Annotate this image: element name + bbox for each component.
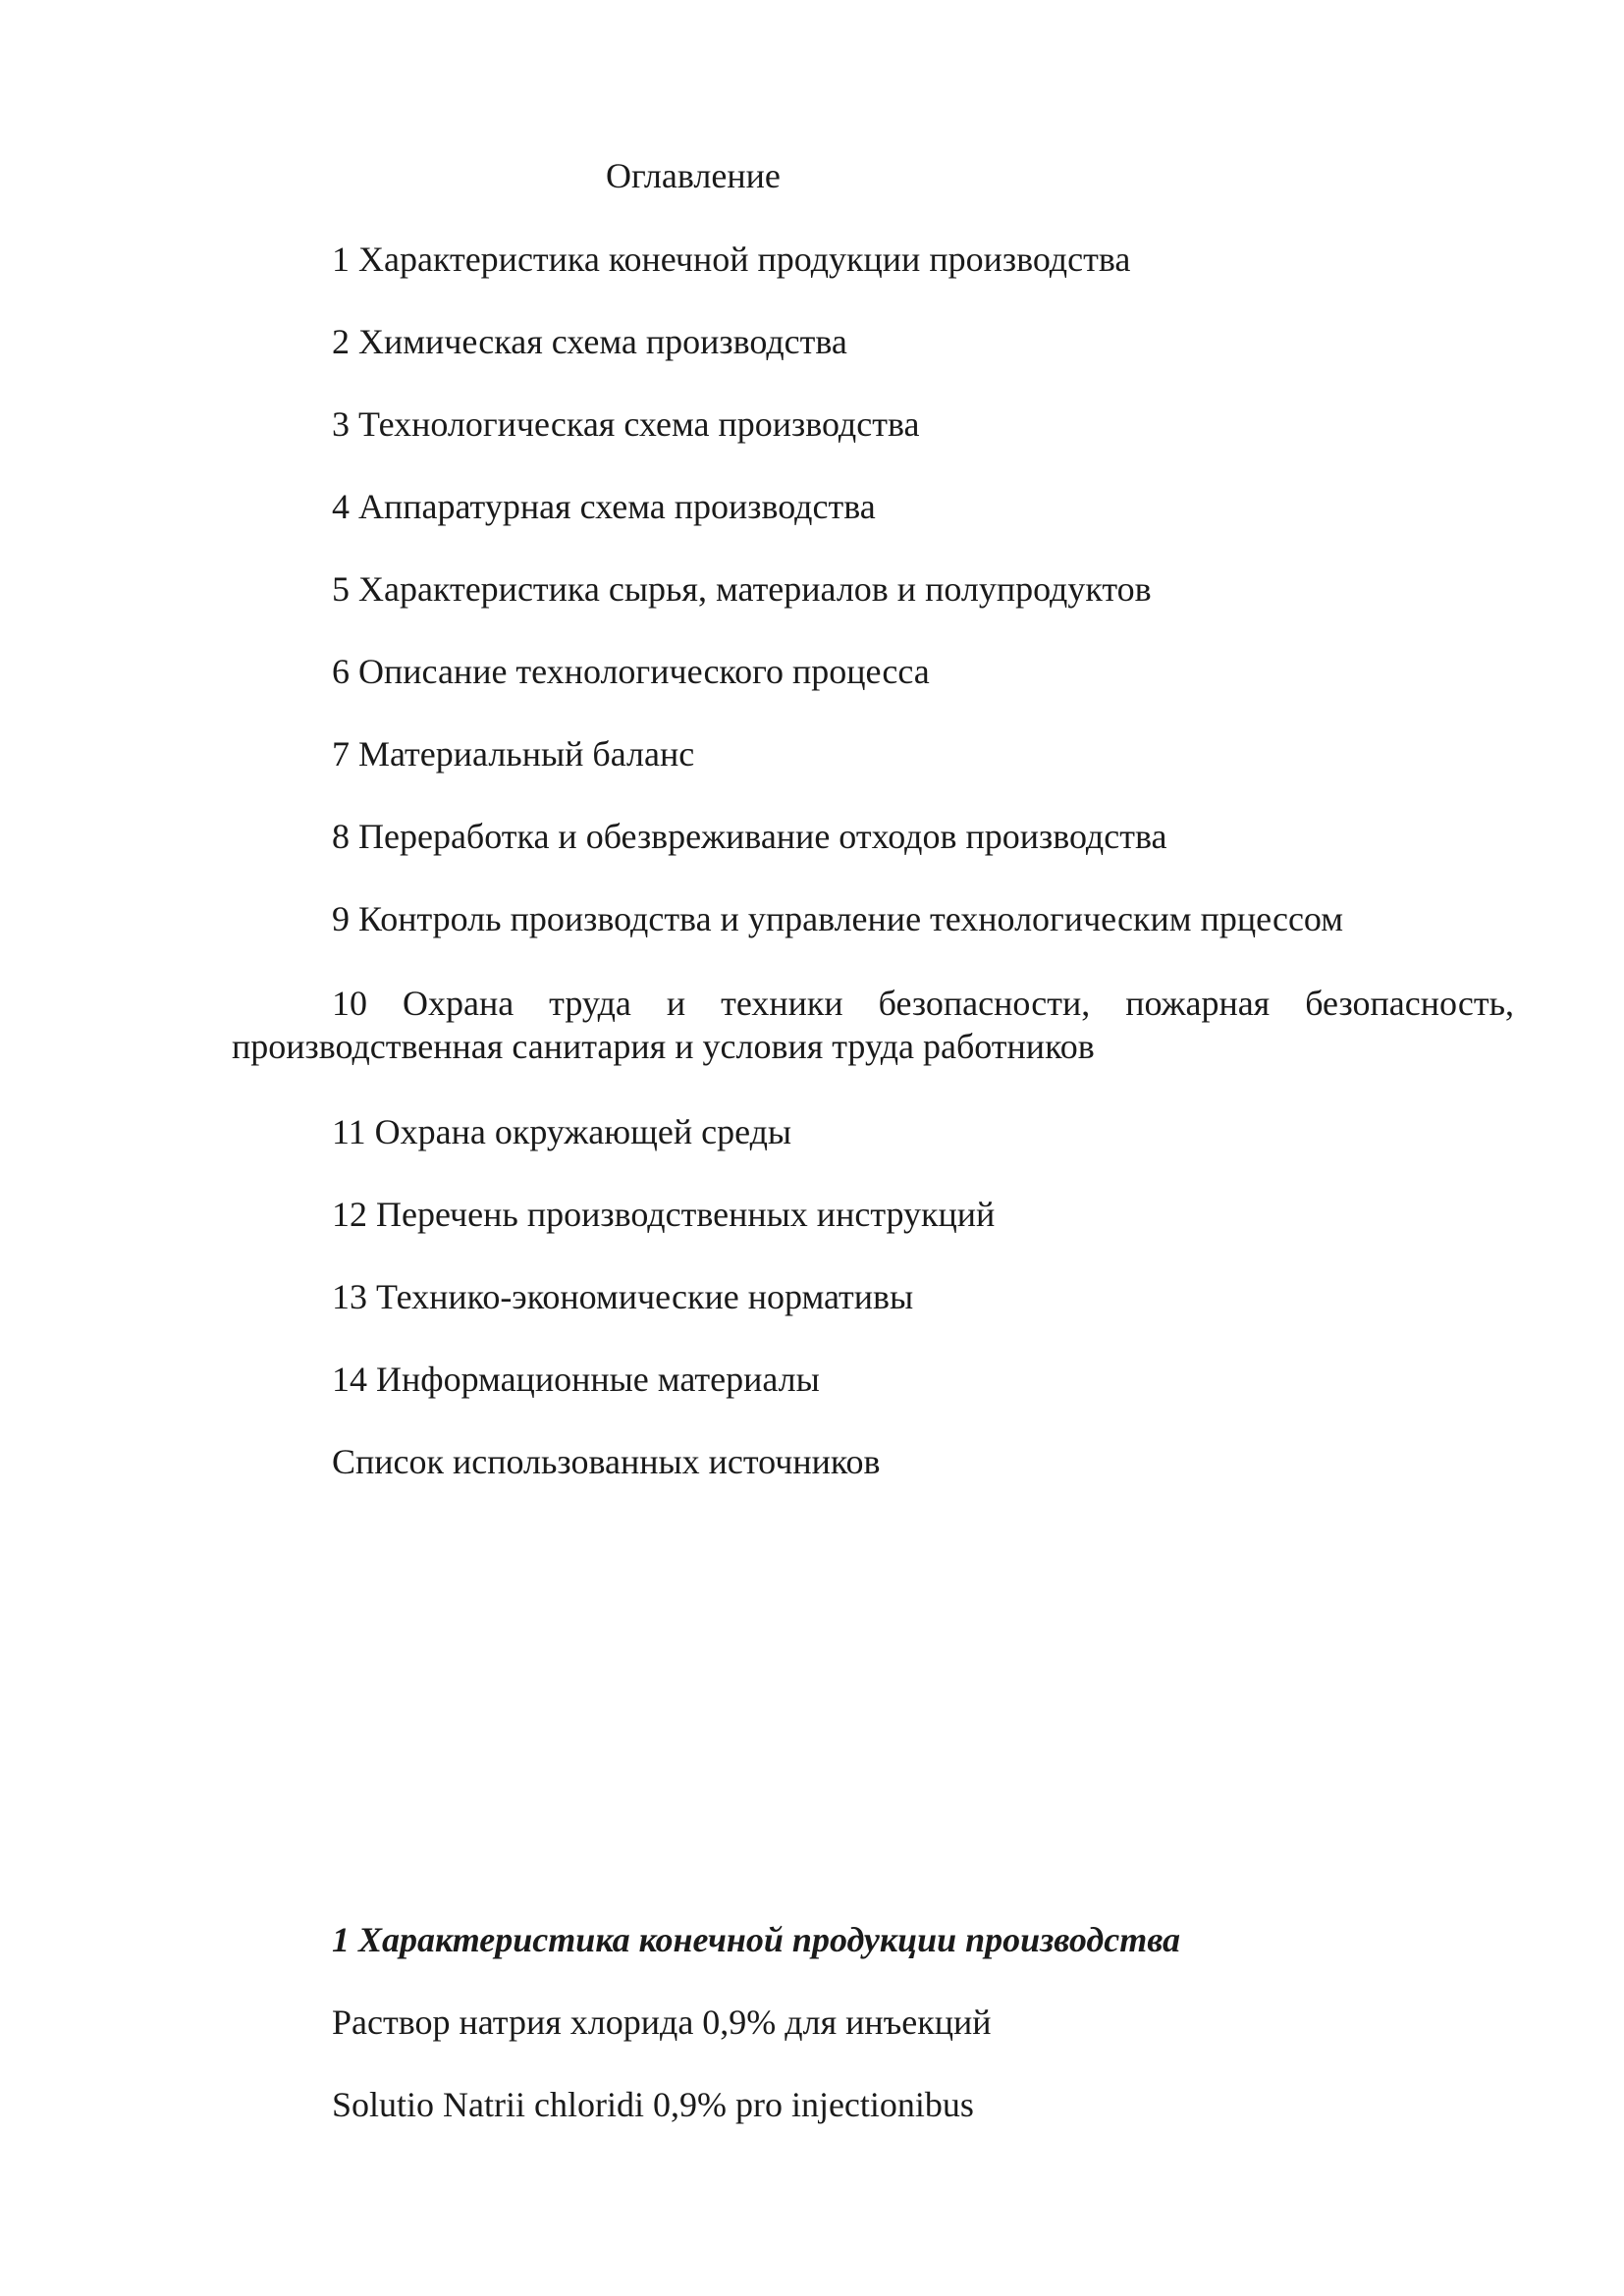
toc-item-10-line-2: производственная санитария и условия труда работников (232, 1027, 1095, 1066)
toc-item-5: 5 Характеристика сырья, материалов и полупродуктов (332, 569, 1152, 609)
product-name-latin: Solutio Natrii chloridi 0,9% pro injectionibus (332, 2085, 974, 2124)
toc-item-14: 14 Информационные материалы (332, 1360, 820, 1399)
toc-title: Оглавление (606, 156, 781, 195)
toc-item-6: 6 Описание технологического процесса (332, 652, 930, 691)
toc-item-2: 2 Химическая схема производства (332, 322, 847, 361)
toc-item-12: 12 Перечень производственных инструкций (332, 1195, 996, 1234)
section-1-heading: 1 Характеристика конечной продукции производства (332, 1920, 1181, 1959)
toc-item-4: 4 Аппаратурная схема производства (332, 487, 876, 526)
toc-item-11: 11 Охрана окружающей среды (332, 1112, 792, 1151)
toc-item-7: 7 Материальный баланс (332, 734, 695, 774)
product-name-ru: Раствор натрия хлорида 0,9% для инъекций (332, 2002, 992, 2042)
toc-item-references: Список использованных источников (332, 1442, 881, 1481)
toc-item-9: 9 Контроль производства и управление технологическим прцессом (332, 899, 1344, 938)
toc-item-13: 13 Технико-экономические нормативы (332, 1277, 914, 1316)
toc-item-10-line-1: 10 Охрана труда и техники безопасности, пожарная безопасность, (332, 984, 1514, 1023)
toc-item-3: 3 Технологическая схема производства (332, 404, 920, 444)
toc-item-10 (232, 982, 1514, 1068)
toc-item-1: 1 Характеристика конечной продукции производства (332, 240, 1131, 279)
toc-item-8: 8 Переработка и обезвреживание отходов производства (332, 817, 1167, 856)
